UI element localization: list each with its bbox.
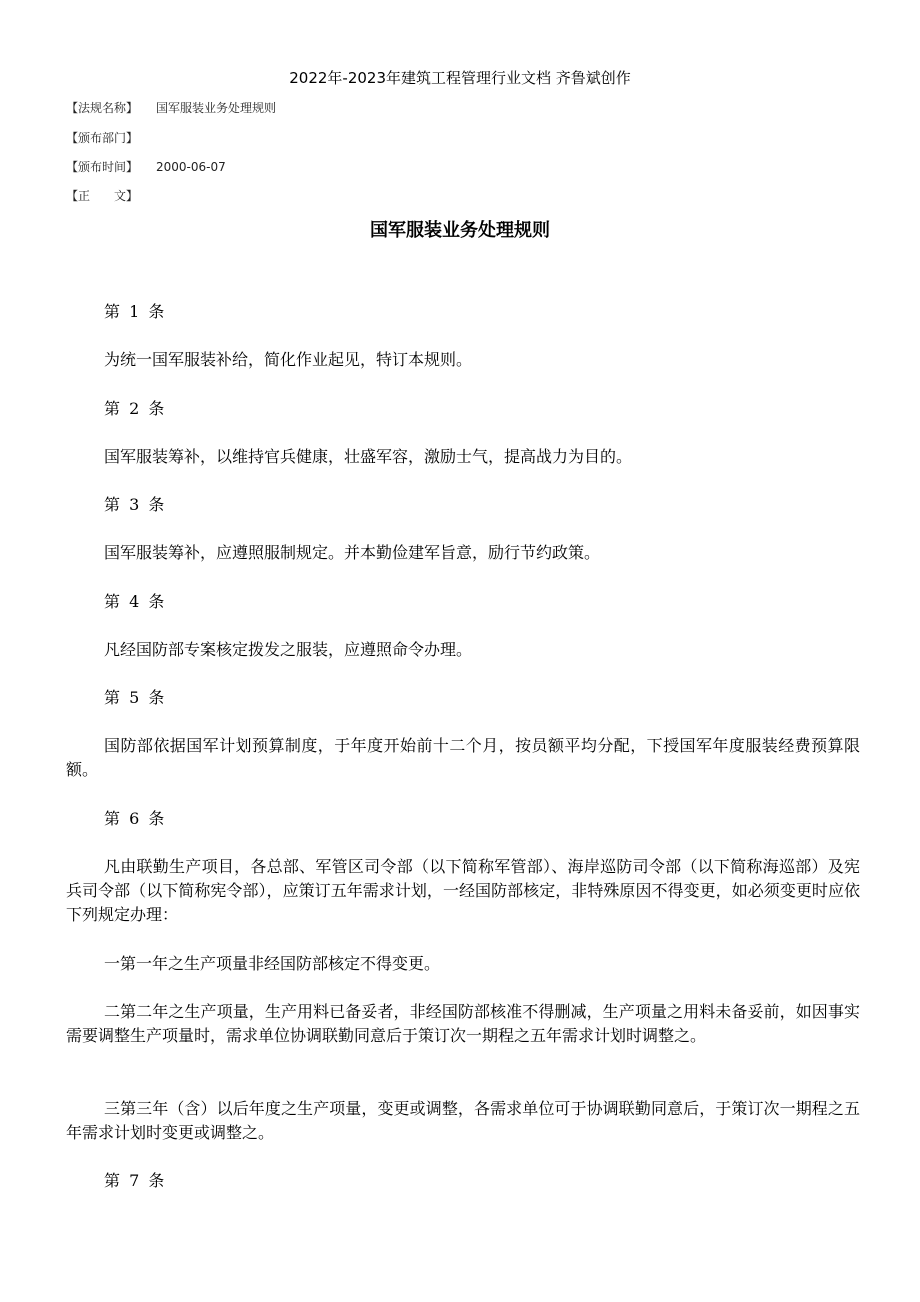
article-3-heading: 第 3 条	[104, 495, 165, 514]
page-header: 2022年-2023年建筑工程管理行业文档 齐鲁斌创作	[289, 69, 631, 87]
meta-department-label: 【颁布部门】	[66, 131, 139, 145]
article-2-text: 国军服装筹补，以维持官兵健康，壮盛军容，激励士气，提高战力为目的。	[104, 447, 633, 466]
article-5-text: 国防部依据国军计划预算制度，于年度开始前十二个月，按员额平均分配，下授国军年度服装经费预算限额。	[66, 736, 860, 779]
article-2-heading: 第 2 条	[104, 399, 165, 418]
meta-department	[66, 129, 156, 146]
article-3-text: 国军服装筹补，应遵照服制规定。并本勤俭建军旨意，励行节约政策。	[104, 543, 601, 562]
article-1-heading: 第 1 条	[104, 302, 165, 321]
article-7-heading: 第 7 条	[104, 1171, 165, 1190]
article-6-heading: 第 6 条	[104, 809, 165, 828]
document-title: 国军服装业务处理规则	[370, 220, 550, 241]
article-6-item-1: 一第一年之生产项量非经国防部核定不得变更。	[104, 954, 441, 973]
article-4-heading: 第 4 条	[104, 592, 165, 611]
meta-law-name-value: 国军服装业务处理规则	[156, 101, 277, 115]
meta-issue-date-label: 【颁布时间】	[66, 160, 139, 174]
article-6-item-2: 二第二年之生产项量，生产用料已备妥者，非经国防部核准不得删减，生产项量之用料未备妥前，如因事实需要调整生产项量时，需求单位协调联勤同意后于策订次一期程之五年需求计划时调整之。	[66, 1002, 860, 1045]
meta-body-label: 【正 文】	[66, 189, 139, 203]
article-6-item-3: 三第三年（含）以后年度之生产项量，变更或调整，各需求单位可于协调联勤同意后，于策订次一期程之五年需求计划时变更或调整之。	[66, 1099, 860, 1142]
article-4-text: 凡经国防部专案核定拨发之服装，应遵照命令办理。	[104, 640, 473, 659]
article-5-heading: 第 5 条	[104, 688, 165, 707]
article-6-text: 凡由联勤生产项目，各总部、军管区司令部（以下简称军管部）、海岸巡防司令部（以下简称海巡部）及宪兵司令部（以下简称宪令部），应策订五年需求计划，一经国防部核定，非特殊原因不得变更，如必须变更时应依下列规定办理：	[66, 857, 860, 924]
meta-law-name-label: 【法规名称】	[66, 101, 139, 115]
article-1-text: 为统一国军服装补给，简化作业起见，特订本规则。	[104, 350, 473, 369]
meta-issue-date-value: 2000-06-07	[156, 160, 226, 174]
meta-issue-date	[66, 158, 226, 175]
meta-body	[66, 187, 156, 204]
meta-law-name	[66, 99, 276, 116]
